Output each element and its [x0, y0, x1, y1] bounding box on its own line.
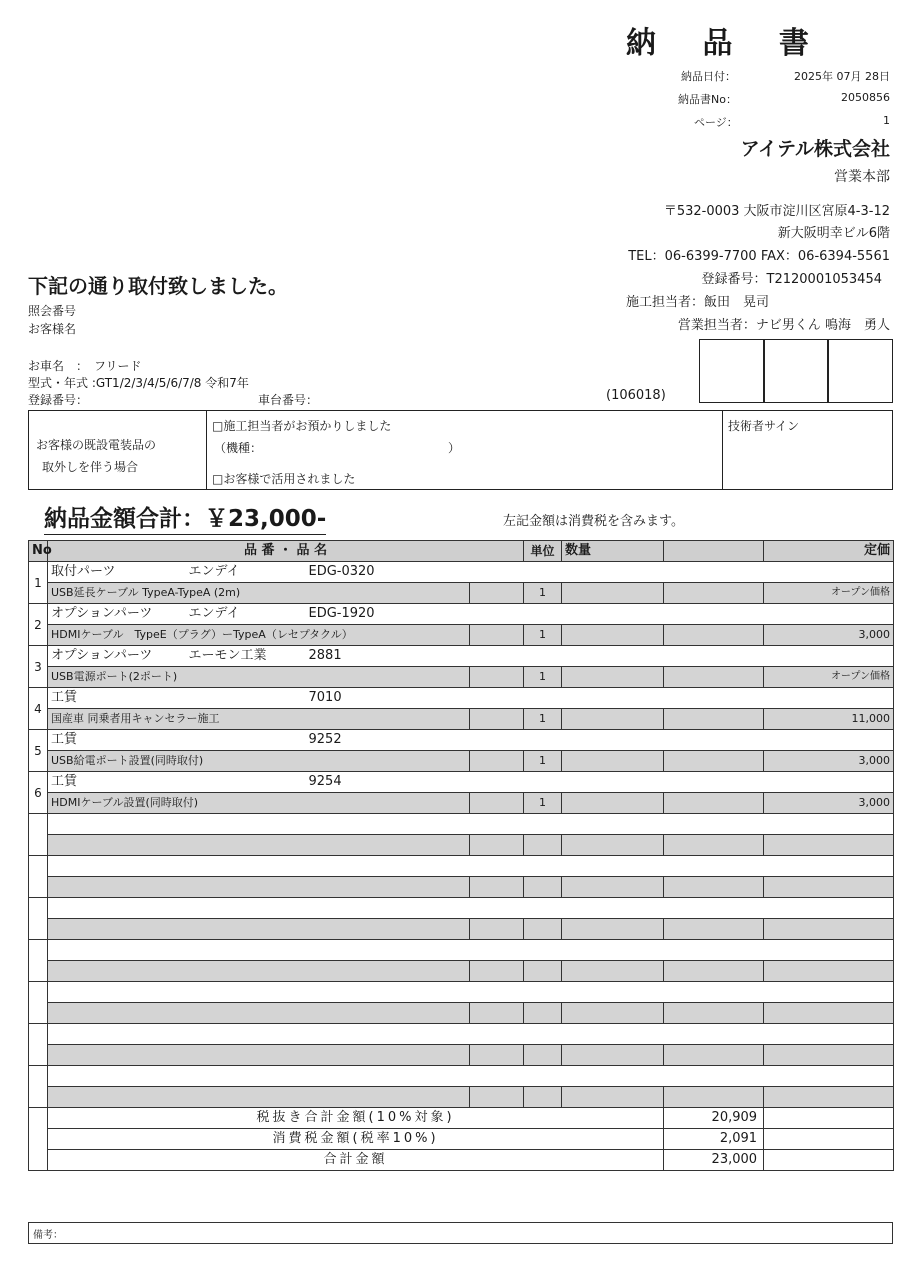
blank-cell [470, 1087, 524, 1108]
company-address-1: 〒532-0003 大阪市淀川区宮原4-3-12 [663, 204, 890, 219]
table-row [29, 730, 894, 751]
ref-number-label: 照会番号 [28, 304, 77, 318]
remarks-label: 備考： [33, 1230, 63, 1241]
row-price: オープン価格 [764, 583, 894, 604]
blank-cell [470, 919, 524, 940]
row-qty: 1 [524, 625, 562, 646]
row-blank-1 [562, 709, 664, 730]
blank-cell [48, 898, 894, 919]
blank-cell [48, 961, 470, 982]
header-name: 品 番 ・ 品 名 [48, 541, 524, 562]
row-code: EDG-1920 [306, 604, 894, 625]
blank-cell [48, 1087, 470, 1108]
row-code: 9252 [306, 730, 894, 751]
blank-cell [48, 856, 894, 877]
summary-row [29, 1129, 894, 1150]
blank-row [29, 835, 894, 856]
header-unit: 単位 [524, 541, 562, 562]
blank-cell [470, 835, 524, 856]
summary-blank [764, 1129, 894, 1150]
blank-row [29, 1066, 894, 1087]
row-no: 6 [29, 772, 48, 814]
row-qty: 1 [524, 793, 562, 814]
header-blank [664, 541, 764, 562]
row-description: HDMIケーブル設置(同時取付) [48, 793, 470, 814]
row-maker [186, 730, 306, 751]
row-category: オプションパーツ [48, 604, 186, 625]
blank-no [29, 1066, 48, 1108]
blank-cell [664, 1045, 764, 1066]
page-label: ページ： [694, 116, 738, 129]
customer-name-label: お客様名 [28, 322, 77, 336]
row-unit [470, 625, 524, 646]
row-category: 工賃 [48, 772, 186, 793]
company-address-2: 新大阪明幸ビル6階 [777, 226, 890, 241]
row-maker: エーモン工業 [186, 646, 306, 667]
blank-cell [470, 1045, 524, 1066]
row-blank-2 [664, 793, 764, 814]
blank-cell [524, 835, 562, 856]
row-blank-1 [562, 751, 664, 772]
customer-code: (106018) [606, 388, 666, 403]
summary-value: 23,000 [664, 1150, 764, 1171]
company-name: アイテル株式会社 [740, 138, 890, 160]
row-no: 2 [29, 604, 48, 646]
row-category: オプションパーツ [48, 646, 186, 667]
row-qty: 1 [524, 709, 562, 730]
blank-row [29, 919, 894, 940]
blank-no [29, 940, 48, 982]
row-price: 3,000 [764, 793, 894, 814]
removal-option-1: □施工担当者がお預かりしました [212, 419, 392, 433]
removal-divider-2 [722, 410, 723, 489]
tax-note: 左記金額は消費税を含みます。 [503, 514, 684, 529]
blank-cell [664, 835, 764, 856]
removal-option-2: □お客様で活用されました [212, 472, 356, 486]
company-tel-fax: TEL：06-6399-7700 FAX：06-6394-5561 [628, 249, 890, 264]
installer: 施工担当者：飯田 晃司 [626, 295, 770, 310]
row-blank-2 [664, 751, 764, 772]
blank-cell [48, 982, 894, 1003]
technician-sign-label: 技術者サイン [728, 419, 800, 433]
document-title: 納 品 書 [626, 26, 827, 61]
blank-cell [664, 961, 764, 982]
summary-label: 合計金額 [48, 1150, 664, 1171]
blank-cell [48, 814, 894, 835]
row-blank-2 [664, 583, 764, 604]
row-description: HDMIケーブル TypeE（プラグ）ーTypeA（レセプタクル） [48, 625, 470, 646]
blank-no [29, 814, 48, 856]
removal-option-1-model: （機種： ） [214, 441, 461, 455]
row-no: 4 [29, 688, 48, 730]
blank-cell [524, 919, 562, 940]
summary-value: 2,091 [664, 1129, 764, 1150]
blank-cell [562, 919, 664, 940]
total-amount: 納品金額合計：￥23,000- [44, 500, 326, 535]
row-code: 2881 [306, 646, 894, 667]
blank-cell [524, 1087, 562, 1108]
company-registration: 登録番号：T2120001053454 [701, 272, 882, 287]
row-description: 国産車 同乗者用キャンセラー施工 [48, 709, 470, 730]
row-maker [186, 688, 306, 709]
table-row-detail [29, 751, 894, 772]
delivery-no-label: 納品書No： [678, 93, 737, 106]
table-row [29, 604, 894, 625]
row-unit [470, 667, 524, 688]
delivery-no-value: 2050856 [841, 91, 890, 104]
blank-cell [664, 1087, 764, 1108]
row-category: 工賃 [48, 730, 186, 751]
company-dept: 営業本部 [834, 169, 890, 185]
blank-cell [524, 1045, 562, 1066]
blank-cell [48, 877, 470, 898]
header-no: No [29, 541, 48, 562]
blank-cell [48, 1024, 894, 1045]
blank-cell [524, 877, 562, 898]
row-unit [470, 709, 524, 730]
row-blank-2 [664, 709, 764, 730]
table-row-detail [29, 793, 894, 814]
blank-cell [764, 835, 894, 856]
row-unit [470, 793, 524, 814]
table-row [29, 688, 894, 709]
removal-title-1: お客様の既設電装品の [36, 438, 157, 452]
blank-row [29, 898, 894, 919]
row-price: オープン価格 [764, 667, 894, 688]
row-blank-2 [664, 667, 764, 688]
blank-row [29, 1087, 894, 1108]
page-value: 1 [883, 114, 890, 127]
summary-label: 消費税金額(税率10%) [48, 1129, 664, 1150]
blank-cell [524, 961, 562, 982]
row-description: USB延長ケーブル TypeA-TypeA (2m) [48, 583, 470, 604]
summary-label: 税抜き合計金額(10%対象) [48, 1108, 664, 1129]
row-no: 1 [29, 562, 48, 604]
row-maker [186, 772, 306, 793]
blank-row [29, 814, 894, 835]
blank-cell [470, 1003, 524, 1024]
blank-cell [664, 919, 764, 940]
blank-row [29, 961, 894, 982]
row-no: 5 [29, 730, 48, 772]
blank-row [29, 982, 894, 1003]
stamp-box-2 [763, 339, 829, 403]
car-name: お車名 ： フリード [28, 359, 142, 373]
blank-cell [48, 919, 470, 940]
remarks-box [28, 1222, 893, 1244]
stamp-box-1 [699, 339, 765, 403]
blank-cell [764, 877, 894, 898]
summary-row [29, 1150, 894, 1171]
blank-cell [764, 1003, 894, 1024]
row-price: 3,000 [764, 625, 894, 646]
row-description: USB電源ポート(2ポート) [48, 667, 470, 688]
table-row [29, 562, 894, 583]
summary-no [29, 1108, 48, 1171]
chassis-label: 車台番号： [258, 393, 319, 407]
removal-divider-1 [206, 410, 207, 489]
row-price: 11,000 [764, 709, 894, 730]
blank-row [29, 877, 894, 898]
row-blank-1 [562, 583, 664, 604]
blank-cell [562, 961, 664, 982]
table-row-detail [29, 583, 894, 604]
items-table [28, 540, 894, 1171]
row-qty: 1 [524, 751, 562, 772]
model-year: 型式・年式 :GT1/2/3/4/5/6/7/8 令和7年 [28, 376, 249, 390]
delivery-date-label: 納品日付： [681, 70, 736, 83]
blank-cell [764, 919, 894, 940]
blank-cell [48, 1003, 470, 1024]
blank-cell [524, 1003, 562, 1024]
row-code: EDG-0320 [306, 562, 894, 583]
summary-blank [764, 1108, 894, 1129]
blank-row [29, 940, 894, 961]
blank-cell [562, 1003, 664, 1024]
blank-cell [48, 1045, 470, 1066]
row-unit [470, 751, 524, 772]
summary-row [29, 1108, 894, 1129]
summary-value: 20,909 [664, 1108, 764, 1129]
blank-cell [470, 877, 524, 898]
table-row [29, 772, 894, 793]
blank-no [29, 1024, 48, 1066]
sales-rep: 営業担当者：ナビ男くん 鳴海 勇人 [677, 318, 890, 333]
blank-no [29, 856, 48, 898]
table-row-detail [29, 667, 894, 688]
row-no: 3 [29, 646, 48, 688]
blank-row [29, 1045, 894, 1066]
row-qty: 1 [524, 583, 562, 604]
blank-cell [562, 835, 664, 856]
row-category: 取付パーツ [48, 562, 186, 583]
registration-label: 登録番号： [28, 393, 89, 407]
row-blank-1 [562, 793, 664, 814]
blank-cell [764, 1045, 894, 1066]
blank-no [29, 982, 48, 1024]
row-unit [470, 583, 524, 604]
row-qty: 1 [524, 667, 562, 688]
row-description: USB給電ポート設置(同時取付) [48, 751, 470, 772]
row-blank-2 [664, 625, 764, 646]
blank-cell [48, 835, 470, 856]
blank-cell [562, 877, 664, 898]
blank-cell [664, 877, 764, 898]
header-qty: 数量 [562, 541, 664, 562]
summary-blank [764, 1150, 894, 1171]
stamp-box-3 [827, 339, 893, 403]
row-price: 3,000 [764, 751, 894, 772]
table-row [29, 646, 894, 667]
blank-cell [470, 961, 524, 982]
blank-no [29, 898, 48, 940]
table-header [29, 541, 894, 562]
row-blank-1 [562, 625, 664, 646]
removal-title-2: 取外しを伴う場合 [42, 460, 139, 474]
blank-cell [562, 1045, 664, 1066]
row-code: 9254 [306, 772, 894, 793]
blank-cell [562, 1087, 664, 1108]
table-row-detail [29, 709, 894, 730]
row-code: 7010 [306, 688, 894, 709]
row-maker: エンデイ [186, 562, 306, 583]
blank-cell [764, 961, 894, 982]
delivery-date-value: 2025年 07月 28日 [794, 70, 890, 83]
headline: 下記の通り取付致しました。 [28, 274, 288, 298]
blank-row [29, 1003, 894, 1024]
row-blank-1 [562, 667, 664, 688]
blank-cell [48, 1066, 894, 1087]
blank-cell [764, 1087, 894, 1108]
blank-cell [48, 940, 894, 961]
row-category: 工賃 [48, 688, 186, 709]
blank-row [29, 1024, 894, 1045]
row-maker: エンデイ [186, 604, 306, 625]
blank-cell [664, 1003, 764, 1024]
blank-row [29, 856, 894, 877]
header-price: 定価 [764, 541, 894, 562]
table-row-detail [29, 625, 894, 646]
